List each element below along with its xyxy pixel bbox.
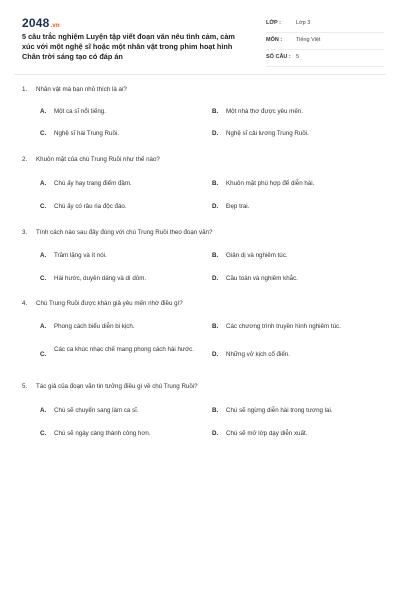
option-letter: A. bbox=[40, 407, 47, 414]
question-stem bbox=[22, 227, 378, 239]
question-number: 2. bbox=[22, 156, 28, 163]
option-text: Trầm lặng và ít nói. bbox=[54, 252, 107, 259]
option-letter: D. bbox=[212, 275, 219, 282]
option-letter: B. bbox=[212, 252, 219, 259]
question-text: Chú Trung Ruồi được khán giả yêu mến nhờ điều gì? bbox=[36, 300, 183, 307]
option-text: Giản dị và nghiêm túc. bbox=[226, 252, 288, 259]
option-text: Khuôn mặt phù hợp để diễn hài. bbox=[226, 180, 315, 187]
option-text: Những vở kịch cổ điển. bbox=[226, 351, 290, 358]
meta-label: MÔN : bbox=[266, 37, 283, 43]
option-letter: D. bbox=[212, 430, 219, 437]
question-2 bbox=[22, 154, 378, 214]
option-text: Chú sẽ ngày càng thành công hơn. bbox=[54, 430, 151, 437]
question-stem bbox=[22, 298, 378, 310]
option-text: Một nhà thơ được yêu mến. bbox=[226, 108, 303, 115]
question-number: 3. bbox=[22, 229, 28, 236]
option-text: Các chương trình truyền hình nghiêm túc. bbox=[226, 323, 341, 330]
option-text: Nghệ sĩ hài Trung Ruồi. bbox=[54, 130, 120, 137]
option-text: Chú sẽ mở lớp dạy diễn xuất. bbox=[226, 430, 308, 437]
question-3 bbox=[22, 227, 378, 287]
option-text: Chú sẽ ngừng diễn hài trong tương lai. bbox=[226, 407, 333, 414]
option-text: Đẹp trai. bbox=[226, 203, 250, 210]
option-letter: B. bbox=[212, 108, 219, 115]
question-number: 4. bbox=[22, 300, 28, 307]
option-letter: C. bbox=[40, 351, 47, 358]
question-text: Nhân vật mà bạn nhỏ thích là ai? bbox=[36, 86, 127, 93]
question-text: Khuôn mặt của chú Trung Ruồi như thế nào? bbox=[36, 156, 160, 163]
logo-suffix-text: .vn bbox=[50, 23, 60, 29]
question-number: 5. bbox=[22, 383, 28, 390]
question-stem bbox=[22, 84, 378, 96]
option-letter: B. bbox=[212, 407, 219, 414]
option-letter: C. bbox=[40, 203, 47, 210]
option-letter: D. bbox=[212, 130, 219, 137]
site-logo[interactable] bbox=[22, 16, 60, 30]
question-text: Tính cách nào sau đây đúng với chú Trung Ruồi theo đoạn văn? bbox=[36, 229, 213, 236]
option-letter: D. bbox=[212, 351, 219, 358]
option-text: Phong cách biểu diễn bi kịch. bbox=[54, 323, 135, 330]
meta-label: LỚP : bbox=[266, 20, 281, 26]
option-text: Các ca khúc nhạc chế mang phong cách hài hước. bbox=[54, 346, 194, 353]
question-1 bbox=[22, 84, 378, 144]
meta-row-class bbox=[266, 18, 384, 33]
option-letter: C. bbox=[40, 430, 47, 437]
option-text: Một ca sĩ nổi tiếng. bbox=[54, 108, 106, 115]
question-number: 1. bbox=[22, 86, 28, 93]
meta-value: Tiếng Việt bbox=[296, 37, 321, 43]
option-text: Chú ấy hay trang điểm đậm. bbox=[54, 180, 132, 187]
option-letter: A. bbox=[40, 323, 47, 330]
worksheet-header bbox=[14, 10, 386, 75]
option-letter: A. bbox=[40, 180, 47, 187]
worksheet-meta bbox=[266, 18, 384, 69]
option-letter: A. bbox=[40, 252, 47, 259]
page-title: 5 câu trắc nghiệm Luyện tập viết đoạn văn nêu tình cảm, cảm xúc với một nghệ sĩ hoặc một nhân vật trong phim hoạt hình Chân trời sáng tạo có đáp án bbox=[22, 32, 235, 61]
option-text: Chú sẽ chuyển sang làm ca sĩ. bbox=[54, 407, 139, 414]
option-text: Hài hước, duyên dáng và dí dỏm. bbox=[54, 275, 147, 282]
question-4 bbox=[22, 298, 378, 373]
option-letter: D. bbox=[212, 203, 219, 210]
question-stem bbox=[22, 381, 378, 393]
option-letter: C. bbox=[40, 130, 47, 137]
meta-label: SỐ CÂU : bbox=[266, 54, 291, 60]
option-letter: C. bbox=[40, 275, 47, 282]
option-text: Cầu toàn và nghiêm khắc. bbox=[226, 275, 298, 282]
meta-row-question-count bbox=[266, 52, 384, 67]
option-letter: B. bbox=[212, 323, 219, 330]
meta-value: 5 bbox=[296, 54, 300, 60]
option-letter: B. bbox=[212, 180, 219, 187]
option-text: Nghệ sĩ cải lương Trung Ruồi. bbox=[226, 130, 309, 137]
meta-value: Lớp 3 bbox=[296, 20, 311, 26]
question-text: Tác giả của đoạn văn tin tưởng điều gì về chú Trung Ruồi? bbox=[36, 383, 198, 390]
option-letter: A. bbox=[40, 108, 47, 115]
option-text: Chú ấy có râu ria độc đáo. bbox=[54, 203, 127, 210]
meta-row-subject bbox=[266, 35, 384, 50]
question-stem bbox=[22, 154, 378, 166]
question-5 bbox=[22, 381, 378, 441]
logo-main-text: 2048 bbox=[22, 16, 50, 30]
